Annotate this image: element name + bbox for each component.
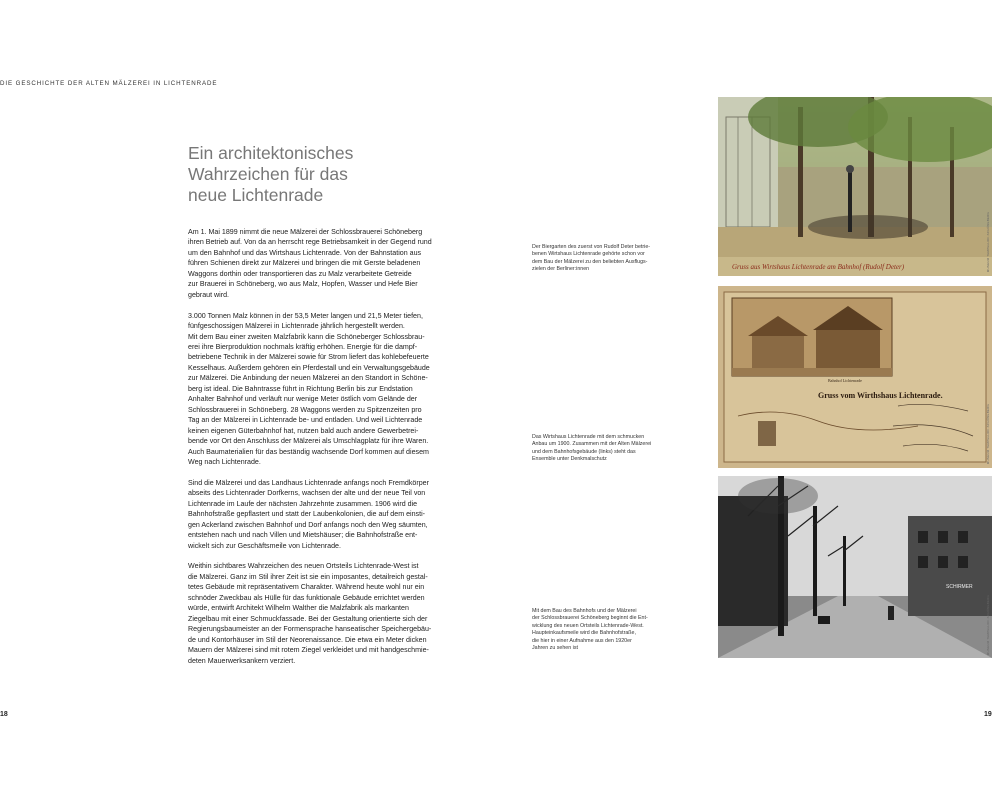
photo3-sign: SCHIRMER bbox=[946, 584, 973, 590]
paragraph-2: 3.000 Tonnen Malz können in der 53,5 Meter langen und 21,5 Meter tiefen, fünfgeschossigen Mälzerei in Lichtenrade jährlich hergestellt werden. Mit dem Bau einer zweiten Malzfabrik kann die Schöneberger Schlossbrau- erei ihre Bierproduktion nochmals kräftig erhöhen. Energie für die dampf- betriebene Technik in der Mälzerei sowie für Strom liefert das kohlebefeuerte Kesselhaus. Außerdem gehören ein Pferdestall und ein Verwaltungsgebäude zur Mälzerei. Die Anbindung der neuen Mälzerei an den Standort in Schöne- berg ist ideal. Die Bahntrasse führt in Richtung Berlin bis zur Endstation Anhalter Bahnhof und verläuft nur wenige Meter östlich vom Gelände der Schlossbrauerei in Schöneberg. 28 Waggons werden zu Spitzenzeiten pro Tag an der Mälzerei in Lichtenrade be- und entladen. Und weil Lichtenrade keinen eigenen Güterbahnhof hat, nutzen bald auch andere Gewerbetrei- bende vor Ort den Anschluss der Mälzerei als Umschlagplatz für ihre Waren. Auch Baumaterialien für das beständig wachsende Dorf kommen auf diesem Weg nach Lichtenrade. bbox=[188, 311, 430, 466]
caption-wirtshaus: Das Wirtshaus Lichtenrade mit dem schmucken Anbau um 1900. Zusammen mit der Alten Mälzerei und dem Bahnhofsgebäude (links) steht das Ensemble unter Denkmalschutz bbox=[532, 434, 652, 463]
paragraph-4: Weithin sichtbares Wahrzeichen des neuen Ortsteils Lichtenrade-West ist die Mälzerei. Ganz im Stil ihrer Zeit ist sie ein imposantes, detailreich gestal- tetes Gebäude mit repräsentativem Charakter. Während heute wohl nur ein schnöder Zweckbau als Hülle für das funktionale Gebäude errichtet werden würde, entwirft Architekt Wilhelm Walther die Malzfabrik als markanten Ziegelbau mit einer Schmuckfassade. Bei der Gestaltung orientierte sich der Regierungsbaumeister an der Formensprache hanseatischer Speichergebäu- de und Kontorhäuser im Stil der Neorenaissance. Die etwa ein Meter dicken Mauern der Mälzerei sind mit rotem Ziegel verkleidet und mit handgeschmie- deten Mauerwerksankern verziert. bbox=[188, 562, 432, 665]
photo2-inscription: Gruss vom Wirthshaus Lichtenrade. bbox=[818, 391, 943, 400]
photo-bahnhofstrasse bbox=[718, 476, 992, 658]
running-title: DIE GESCHICHTE DER ALTEN MÄLZEREI IN LICHTENRADE bbox=[0, 80, 218, 87]
article-body bbox=[188, 227, 466, 676]
photo3-credit: MUSEUM TEMPELHOF-SCHÖNEBERG bbox=[986, 595, 990, 656]
page-number-left: 18 bbox=[0, 711, 8, 718]
photo2-credit: MUSEUM TEMPELHOF-SCHÖNEBERG bbox=[986, 404, 990, 465]
caption-bahnhofstrasse: Mit dem Bau des Bahnhofs und der Mälzerei der Schlossbrauerei Schöneberg beginnt die Ent- wicklung des neuen Ortsteils Lichtenrade-West. Haupteinkaufsmeile wird die Bahnhofstraße, die hier in einer Aufnahme aus den 1920er Jahren zu sehen ist bbox=[532, 608, 648, 652]
paragraph-1: Am 1. Mai 1899 nimmt die neue Mälzerei der Schlossbrauerei Schöneberg ihren Betrieb auf. Von da an herrscht rege Betriebsamkeit in der Gegend rund um den Bahnhof und das Wirtshaus Lichtenrade. Von der Bahnstation aus führen Schienen direkt zur Mälzerei und bringen die mit Gerste beladenen Waggons dorthin oder transportieren das zu Malz verarbeitete Getreide zur Brauerei in Schöneberg, wo aus Malz, Hopfen, Wasser und Hefe Bier gebraut wird. bbox=[188, 228, 432, 299]
article-title: Ein architektonisches Wahrzeichen für das neue Lichtenrade bbox=[188, 143, 354, 205]
photo2-inscription-small: Bahnhof Lichtenrade bbox=[828, 378, 862, 383]
caption-biergarten: Der Biergarten des zuerst von Rudolf Deter betrie- benen Wirtshaus Lichtenrade gehörte schon vor dem Bau der Mälzerei zu den beliebten Ausflugs- zielen der Berliner:innen bbox=[532, 244, 651, 273]
photo-biergarten bbox=[718, 97, 992, 276]
photo1-inscription: Gruss aus Wirtshaus Lichtenrade am Bahnhof (Rudolf Deter) bbox=[732, 263, 905, 271]
photo-wirtshaus bbox=[718, 286, 992, 468]
photo1-credit: MUSEUM TEMPELHOF-SCHÖNEBERG bbox=[986, 212, 990, 273]
paragraph-3: Sind die Mälzerei und das Landhaus Lichtenrade anfangs noch Fremdkörper abseits des Lichtenrader Dorfkerns, wachsen der alte und der neue Teil von Lichtenrade im Laufe der nächsten Jahrzehnte zusammen. 1906 wird die Bahnhofstraße gepflastert und statt der Laubenkolonien, die auf dem einsti- gen Ackerland zwischen Bahnhof und Dorf anfangs noch den Weg säumten, entstehen nach und nach Villen und Mietshäuser; die Bahnhofstraße ent- wickelt sich zur Geschäftsmeile von Lichtenrade. bbox=[188, 478, 429, 550]
page-number-right: 19 bbox=[984, 711, 992, 718]
